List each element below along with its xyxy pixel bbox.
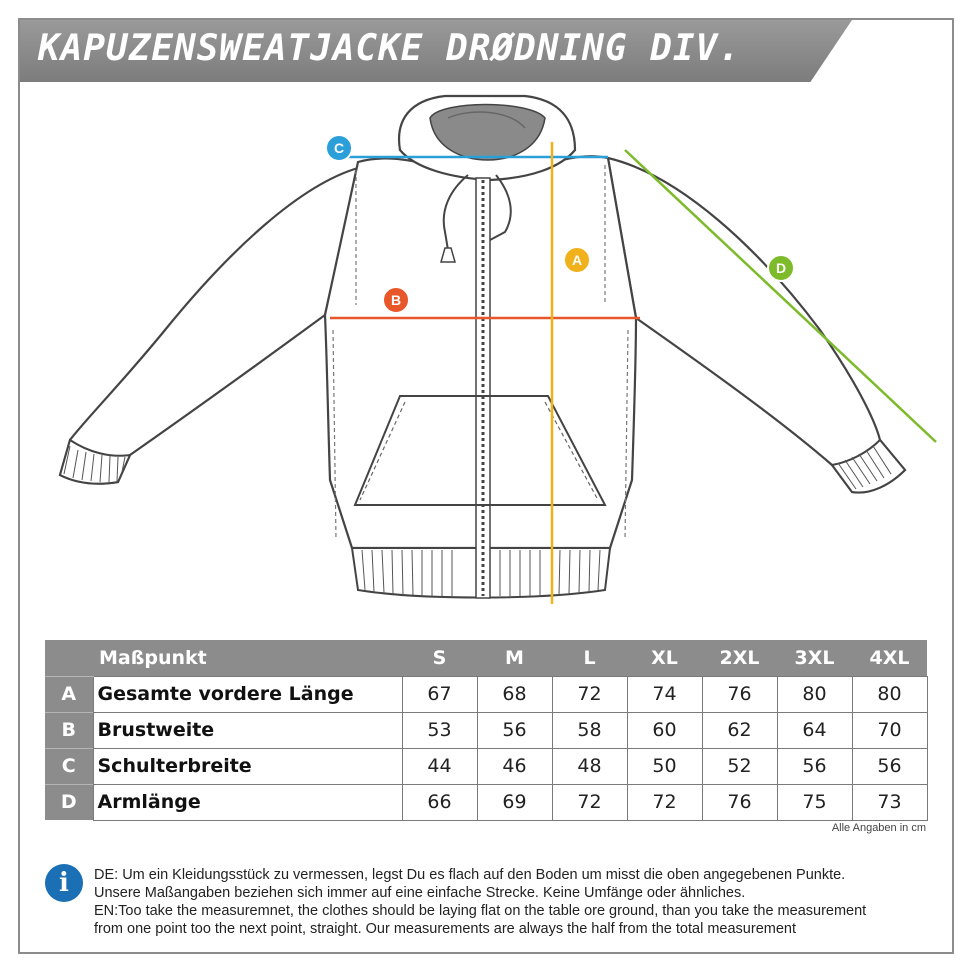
row-name: Brustweite — [93, 712, 402, 748]
marker-a — [564, 247, 590, 273]
unit-note: Alle Angaben in cm — [831, 822, 926, 834]
left-sleeve — [60, 168, 358, 484]
header-size: 3XL — [777, 640, 852, 676]
row-name: Armlänge — [93, 784, 402, 820]
page-title: KAPUZENSWEATJACKE DRØDNING DIV. — [38, 28, 741, 69]
table-row — [45, 784, 927, 820]
row-value: 52 — [702, 748, 777, 784]
table-row — [45, 748, 927, 784]
header-size: XL — [627, 640, 702, 676]
info-de-line-2: Unsere Maßangaben beziehen sich immer auf eine einfache Strecke. Keine Umfänge oder ähnliches. — [94, 885, 746, 901]
right-sleeve — [608, 158, 905, 493]
row-name: Gesamte vordere Länge — [93, 676, 402, 712]
row-value: 72 — [552, 676, 627, 712]
row-value: 46 — [477, 748, 552, 784]
row-value: 56 — [852, 748, 927, 784]
svg-text:D: D — [775, 260, 787, 276]
row-value: 62 — [702, 712, 777, 748]
row-value: 64 — [777, 712, 852, 748]
row-value: 74 — [627, 676, 702, 712]
row-value: 53 — [402, 712, 477, 748]
table-header-row — [45, 640, 927, 676]
row-letter: A — [45, 676, 93, 712]
svg-text:C: C — [333, 140, 345, 156]
row-value: 75 — [777, 784, 852, 820]
row-value: 69 — [477, 784, 552, 820]
header-point: Maßpunkt — [93, 640, 402, 676]
row-name: Schulterbreite — [93, 748, 402, 784]
header-size: M — [477, 640, 552, 676]
marker-d — [768, 255, 794, 281]
row-value: 72 — [627, 784, 702, 820]
header-size: S — [402, 640, 477, 676]
header-size: 2XL — [702, 640, 777, 676]
row-letter: D — [45, 784, 93, 820]
row-value: 73 — [852, 784, 927, 820]
marker-b — [383, 287, 409, 313]
row-value: 58 — [552, 712, 627, 748]
row-value: 80 — [777, 676, 852, 712]
row-value: 70 — [852, 712, 927, 748]
header-size: 4XL — [852, 640, 927, 676]
row-value: 80 — [852, 676, 927, 712]
info-en-line-2: from one point too the next point, straight. Our measurements are always the half from the total measurement — [94, 921, 796, 937]
svg-text:A: A — [571, 252, 583, 268]
row-letter: C — [45, 748, 93, 784]
row-value: 76 — [702, 784, 777, 820]
row-value: 67 — [402, 676, 477, 712]
row-value: 50 — [627, 748, 702, 784]
info-icon: i — [45, 864, 83, 902]
row-value: 56 — [777, 748, 852, 784]
marker-c — [326, 135, 352, 161]
header-size: L — [552, 640, 627, 676]
info-text — [94, 866, 944, 938]
row-value: 48 — [552, 748, 627, 784]
svg-text:B: B — [390, 292, 402, 308]
info-de-line-1: DE: Um ein Kleidungsstück zu vermessen, legst Du es flach auf den Boden um misst die oben angegebenen Punkte. — [94, 867, 846, 883]
row-value: 60 — [627, 712, 702, 748]
row-value: 68 — [477, 676, 552, 712]
hoodie-illustration — [20, 84, 952, 614]
header-letter — [45, 640, 93, 676]
row-value: 44 — [402, 748, 477, 784]
info-en-line-1: EN:Too take the measuremnet, the clothes should be laying flat on the table ore ground, than you take the measurement — [94, 903, 867, 919]
table-row — [45, 676, 927, 712]
table-row — [45, 712, 927, 748]
row-letter: B — [45, 712, 93, 748]
row-value: 56 — [477, 712, 552, 748]
size-table — [45, 640, 928, 821]
row-value: 76 — [702, 676, 777, 712]
row-value: 66 — [402, 784, 477, 820]
row-value: 72 — [552, 784, 627, 820]
